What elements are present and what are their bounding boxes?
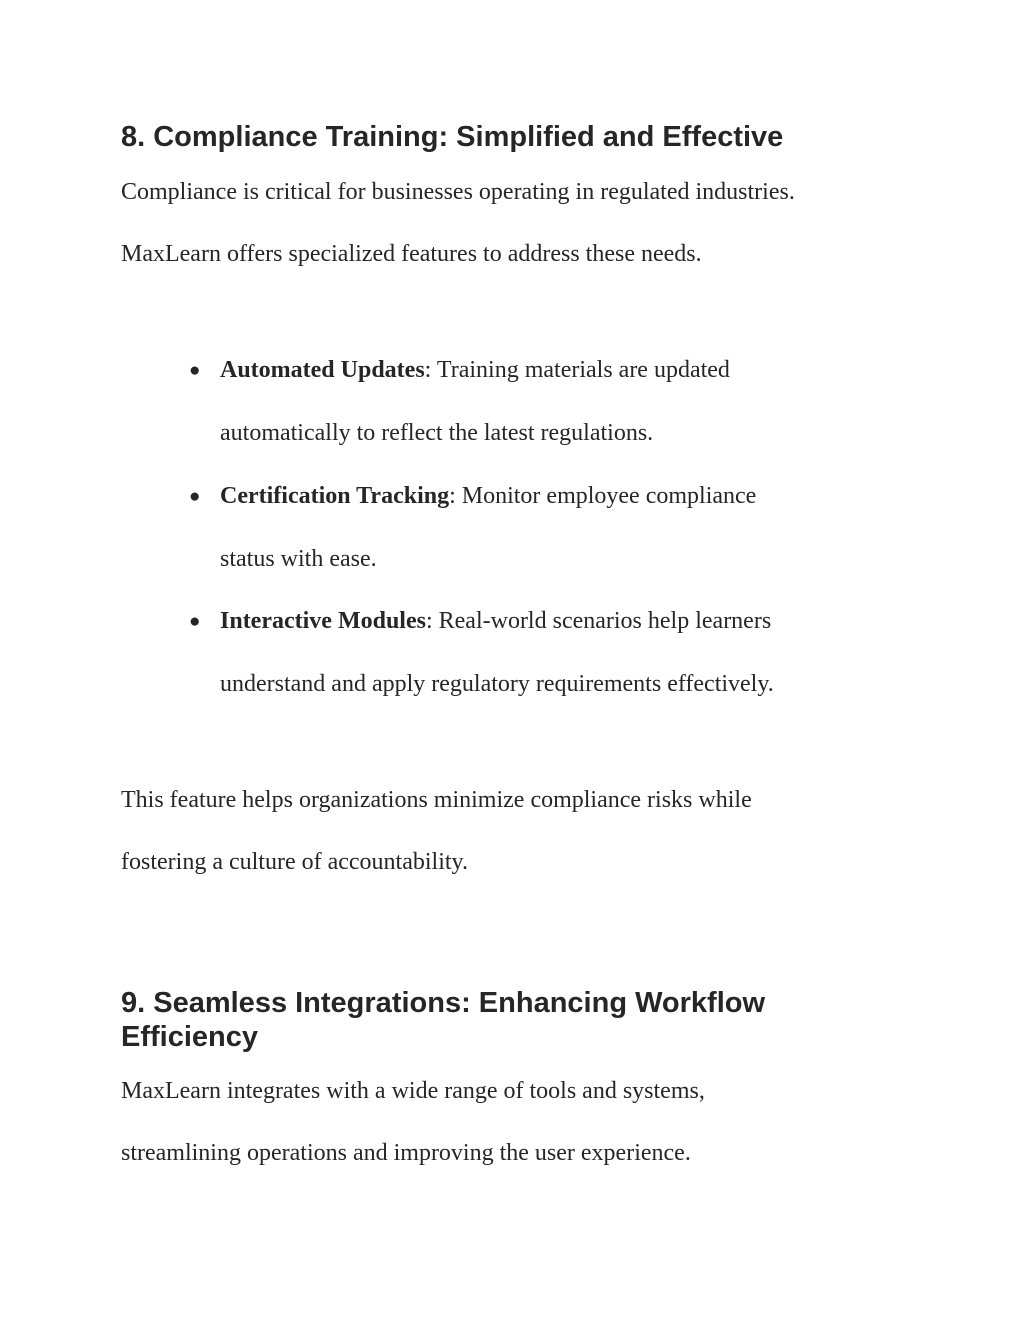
section-9-intro-line-2: streamlining operations and improving the user experience. xyxy=(121,1140,691,1166)
section-8-closing-line-2: fostering a culture of accountability. xyxy=(121,849,468,875)
list-item-automated-updates xyxy=(220,355,730,385)
section-9-intro-line-1: MaxLearn integrates with a wide range of tools and systems, xyxy=(121,1078,705,1104)
section-9-heading-line-2: Efficiency xyxy=(121,1021,258,1053)
bullet-icon: ● xyxy=(189,611,201,632)
section-9-heading xyxy=(121,986,921,1054)
section-8-closing-line-1: This feature helps organizations minimize compliance risks while xyxy=(121,787,752,813)
bullet-icon: ● xyxy=(189,360,201,381)
section-9-heading-line-1: 9. Seamless Integrations: Enhancing Workflow xyxy=(121,987,766,1019)
section-8-intro-line-1: Compliance is critical for businesses operating in regulated industries. xyxy=(121,179,795,205)
list-item-term: Automated Updates xyxy=(220,357,425,383)
list-item-term: Certification Tracking xyxy=(220,483,450,509)
list-item-certification-tracking xyxy=(220,481,756,511)
section-8-intro-line-2: MaxLearn offers specialized features to address these needs. xyxy=(121,241,702,267)
list-item-interactive-modules xyxy=(220,606,771,636)
list-item-description: : Training materials are updated xyxy=(424,357,730,383)
list-item-term: Interactive Modules xyxy=(220,608,426,634)
section-8-heading: 8. Compliance Training: Simplified and Effective xyxy=(121,121,784,153)
list-item-description: : Real-world scenarios help learners xyxy=(425,608,772,634)
list-item-description: : Monitor employee compliance xyxy=(449,483,757,509)
bullet-icon: ● xyxy=(189,486,201,507)
list-item-continuation: status with ease. xyxy=(220,546,377,572)
list-item-continuation: understand and apply regulatory requirements effectively. xyxy=(220,671,774,697)
list-item-continuation: automatically to reflect the latest regulations. xyxy=(220,420,654,446)
